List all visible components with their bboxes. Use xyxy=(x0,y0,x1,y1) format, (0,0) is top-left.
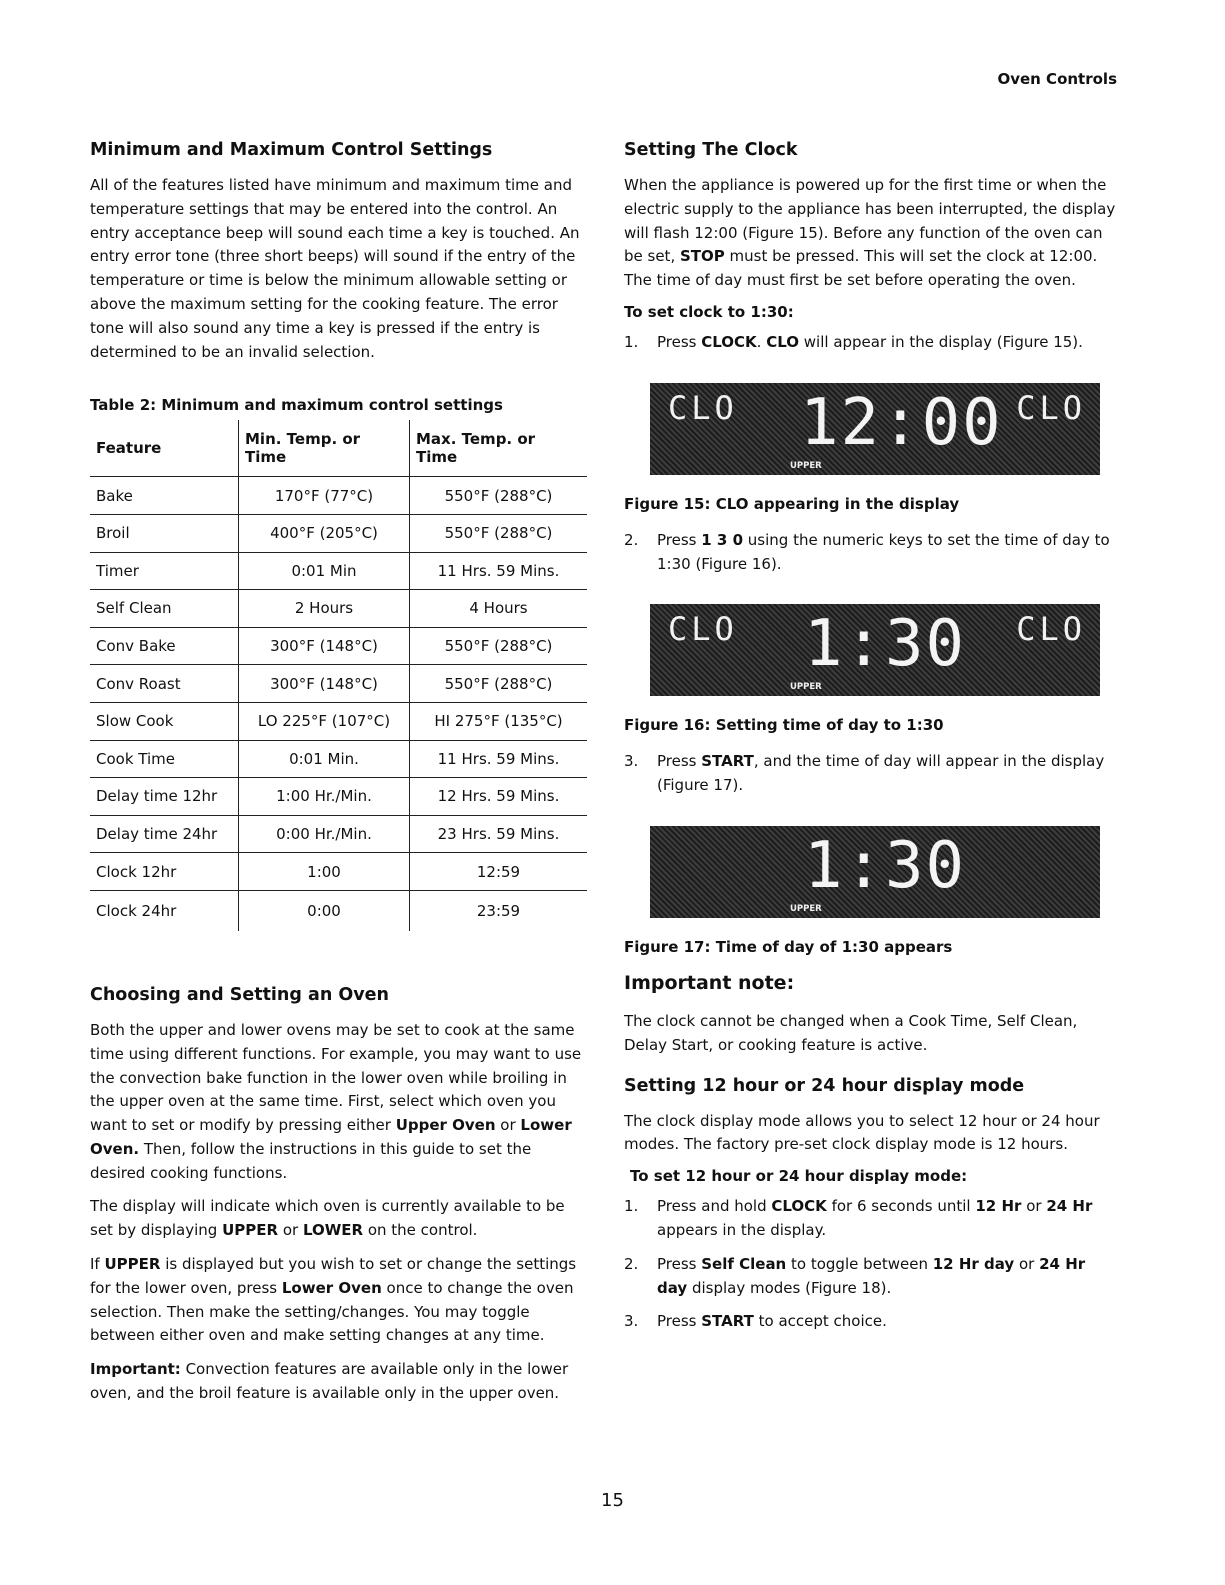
page-number: 15 xyxy=(601,1490,624,1511)
choosing-paragraph-2: The display will indicate which oven is currently available to be set by displaying UPPER or LOWER on the control. xyxy=(90,1197,565,1240)
page-header-title: Oven Controls xyxy=(997,70,1117,88)
display-mode-subheading: To set 12 hour or 24 hour display mode: xyxy=(630,1167,968,1186)
cell-min: 170°F (77°C) xyxy=(239,477,410,515)
display-mode-heading: Setting 12 hour or 24 hour display mode xyxy=(624,1075,1025,1096)
settings-table xyxy=(90,420,587,931)
choosing-paragraph-1: Both the upper and lower ovens may be set to cook at the same time using different functions. For example, you may want to use the convection bake function in the lower oven while broiling in the upper oven at the same time. First, select which oven you want to set or modify by pressing either Upper Oven or Lower Oven. Then, follow the instructions in this guide to set the desired cooking functions. xyxy=(90,1020,582,1182)
important-paragraph: Important: Convection features are available only in the lower oven, and the broil feature is available only in the upper oven. xyxy=(90,1360,569,1403)
cell-feature: Broil xyxy=(90,514,239,552)
table-caption: Table 2: Minimum and maximum control settings xyxy=(90,396,503,415)
table-body xyxy=(90,477,587,931)
important-note-heading: Important note: xyxy=(624,971,795,994)
table-row xyxy=(90,740,587,778)
cell-max: 4 Hours xyxy=(410,590,588,628)
cell-max: 11 Hrs. 59 Mins. xyxy=(410,740,588,778)
cell-min: 1:00 Hr./Min. xyxy=(239,778,410,816)
display-upper-label: UPPER xyxy=(790,460,822,471)
display-mode-step-2: 2. Press Self Clean to toggle between 12 Hr day or 24 Hr day display modes (Figure 18). xyxy=(624,1254,1086,1297)
clock-subheading: To set clock to 1:30: xyxy=(624,302,794,321)
display-mode-paragraph: The clock display mode allows you to select 12 hour or 24 hour modes. The factory pre-set clock display mode is 12 hours. xyxy=(624,1111,1100,1154)
cell-feature: Delay time 12hr xyxy=(90,778,239,816)
display-right-text: CLO xyxy=(1016,388,1086,427)
table-row xyxy=(90,477,587,515)
cell-min: 300°F (148°C) xyxy=(239,627,410,665)
cell-feature: Clock 24hr xyxy=(96,901,177,920)
clock-step-2: 2. Press 1 3 0 using the numeric keys to set the time of day to 1:30 (Figure 16). xyxy=(624,530,1110,573)
cell-max: 12:59 xyxy=(410,853,588,891)
cell-max: 11 Hrs. 59 Mins. xyxy=(410,552,588,590)
min-max-paragraph: All of the features listed have minimum and maximum time and temperature settings that may be entered into the control. An entry acceptance beep will sound each time a key is touched. An entry error tone (three short beeps) will sound if the entry of the temperature or time is below the minimum allowable setting or above the maximum setting for the cooking feature. The error tone will also sound any time a key is pressed if the entry is determined to be an invalid selection. xyxy=(90,176,580,361)
display-center-text: 12:00 xyxy=(800,385,1003,460)
figure-15-caption: Figure 15: CLO appearing in the display xyxy=(624,494,960,513)
cell-feature: Conv Bake xyxy=(90,627,239,665)
figure-17-caption: Figure 17: Time of day of 1:30 appears xyxy=(624,937,953,956)
cell-feature: Conv Roast xyxy=(90,665,239,703)
figure-15-display xyxy=(650,383,1100,475)
cell-max: 550°F (288°C) xyxy=(410,477,588,515)
display-left-text: CLO xyxy=(668,610,738,649)
important-note-paragraph: The clock cannot be changed when a Cook Time, Self Clean, Delay Start, or cooking feature is active. xyxy=(624,1011,1078,1054)
cell-feature: Bake xyxy=(90,477,239,515)
cell-feature: Slow Cook xyxy=(90,702,239,740)
cell-feature: Cook Time xyxy=(90,740,239,778)
min-max-heading: Minimum and Maximum Control Settings xyxy=(90,140,493,160)
table-row xyxy=(90,890,587,931)
table-row xyxy=(90,815,587,853)
table-row xyxy=(90,702,587,740)
cell-max: 12 Hrs. 59 Mins. xyxy=(410,778,588,816)
cell-feature: Self Clean xyxy=(90,590,239,628)
cell-max: 23 Hrs. 59 Mins. xyxy=(410,815,588,853)
cell-min: LO 225°F (107°C) xyxy=(239,702,410,740)
cell-min: 2 Hours xyxy=(239,590,410,628)
cell-min: 0:00 Hr./Min. xyxy=(239,815,410,853)
cell-min: 400°F (205°C) xyxy=(239,514,410,552)
cell-max: 550°F (288°C) xyxy=(410,514,588,552)
clock-step-1: 1. Press CLOCK. CLO will appear in the display (Figure 15). xyxy=(624,332,1083,351)
cell-min: 1:00 xyxy=(239,853,410,891)
display-right-text: CLO xyxy=(1016,610,1086,649)
left-column xyxy=(90,140,586,1416)
cell-min: 300°F (148°C) xyxy=(239,665,410,703)
cell-max: 550°F (288°C) xyxy=(410,665,588,703)
table-header-row xyxy=(90,420,587,477)
table-row xyxy=(90,552,587,590)
cell-feature: Timer xyxy=(90,552,239,590)
figure-16-caption: Figure 16: Setting time of day to 1:30 xyxy=(624,716,944,735)
cell-max: 550°F (288°C) xyxy=(410,627,588,665)
cell-min: 0:01 Min. xyxy=(239,740,410,778)
display-upper-label: UPPER xyxy=(790,682,822,693)
table-row xyxy=(90,665,587,703)
figure-16-display xyxy=(650,604,1100,696)
choosing-paragraph-3: If UPPER is displayed but you wish to set or change the settings for the lower oven, press Lower Oven once to change the oven selection. Then make the setting/changes. You may toggle between either oven and make setting changes at any time. xyxy=(90,1255,577,1345)
choosing-heading: Choosing and Setting an Oven xyxy=(90,984,389,1005)
display-upper-label: UPPER xyxy=(790,903,822,914)
cell-feature: Clock 12hr xyxy=(90,853,239,891)
cell-max: HI 275°F (135°C) xyxy=(410,702,588,740)
column-header-feature: Feature xyxy=(90,420,239,477)
display-center-text: 1:30 xyxy=(803,607,967,682)
clock-paragraph: When the appliance is powered up for the first time or when the electric supply to the appliance has been interrupted, the display will flash 12:00 (Figure 15). Before any function of the oven can be set, STOP must be pressed. This will set the clock at 12:00. The time of day must first be set before operating the oven. xyxy=(624,176,1116,290)
table-row xyxy=(90,590,587,628)
clock-step-3: 3. Press START, and the time of day will appear in the display (Figure 17). xyxy=(624,752,1105,795)
table-row xyxy=(90,853,587,891)
cell-max: 23:59 xyxy=(410,890,588,931)
display-center-text: 1:30 xyxy=(803,828,967,903)
right-column xyxy=(624,140,1120,1344)
table-row xyxy=(90,514,587,552)
figure-17-display xyxy=(650,826,1100,918)
table-row xyxy=(90,627,587,665)
cell-min: 0:01 Min xyxy=(239,552,410,590)
table-row xyxy=(90,778,587,816)
column-header-max: Max. Temp. or Time xyxy=(410,420,588,477)
clock-heading: Setting The Clock xyxy=(624,140,798,160)
column-header-min: Min. Temp. or Time xyxy=(239,420,410,477)
display-left-text: CLO xyxy=(668,388,738,427)
cell-min: 0:00 xyxy=(239,890,410,931)
display-mode-step-1: 1. Press and hold CLOCK for 6 seconds until 12 Hr or 24 Hr appears in the display. xyxy=(624,1197,1093,1239)
cell-feature: Delay time 24hr xyxy=(90,815,239,853)
display-mode-step-3: 3. Press START to accept choice. xyxy=(624,1312,887,1331)
